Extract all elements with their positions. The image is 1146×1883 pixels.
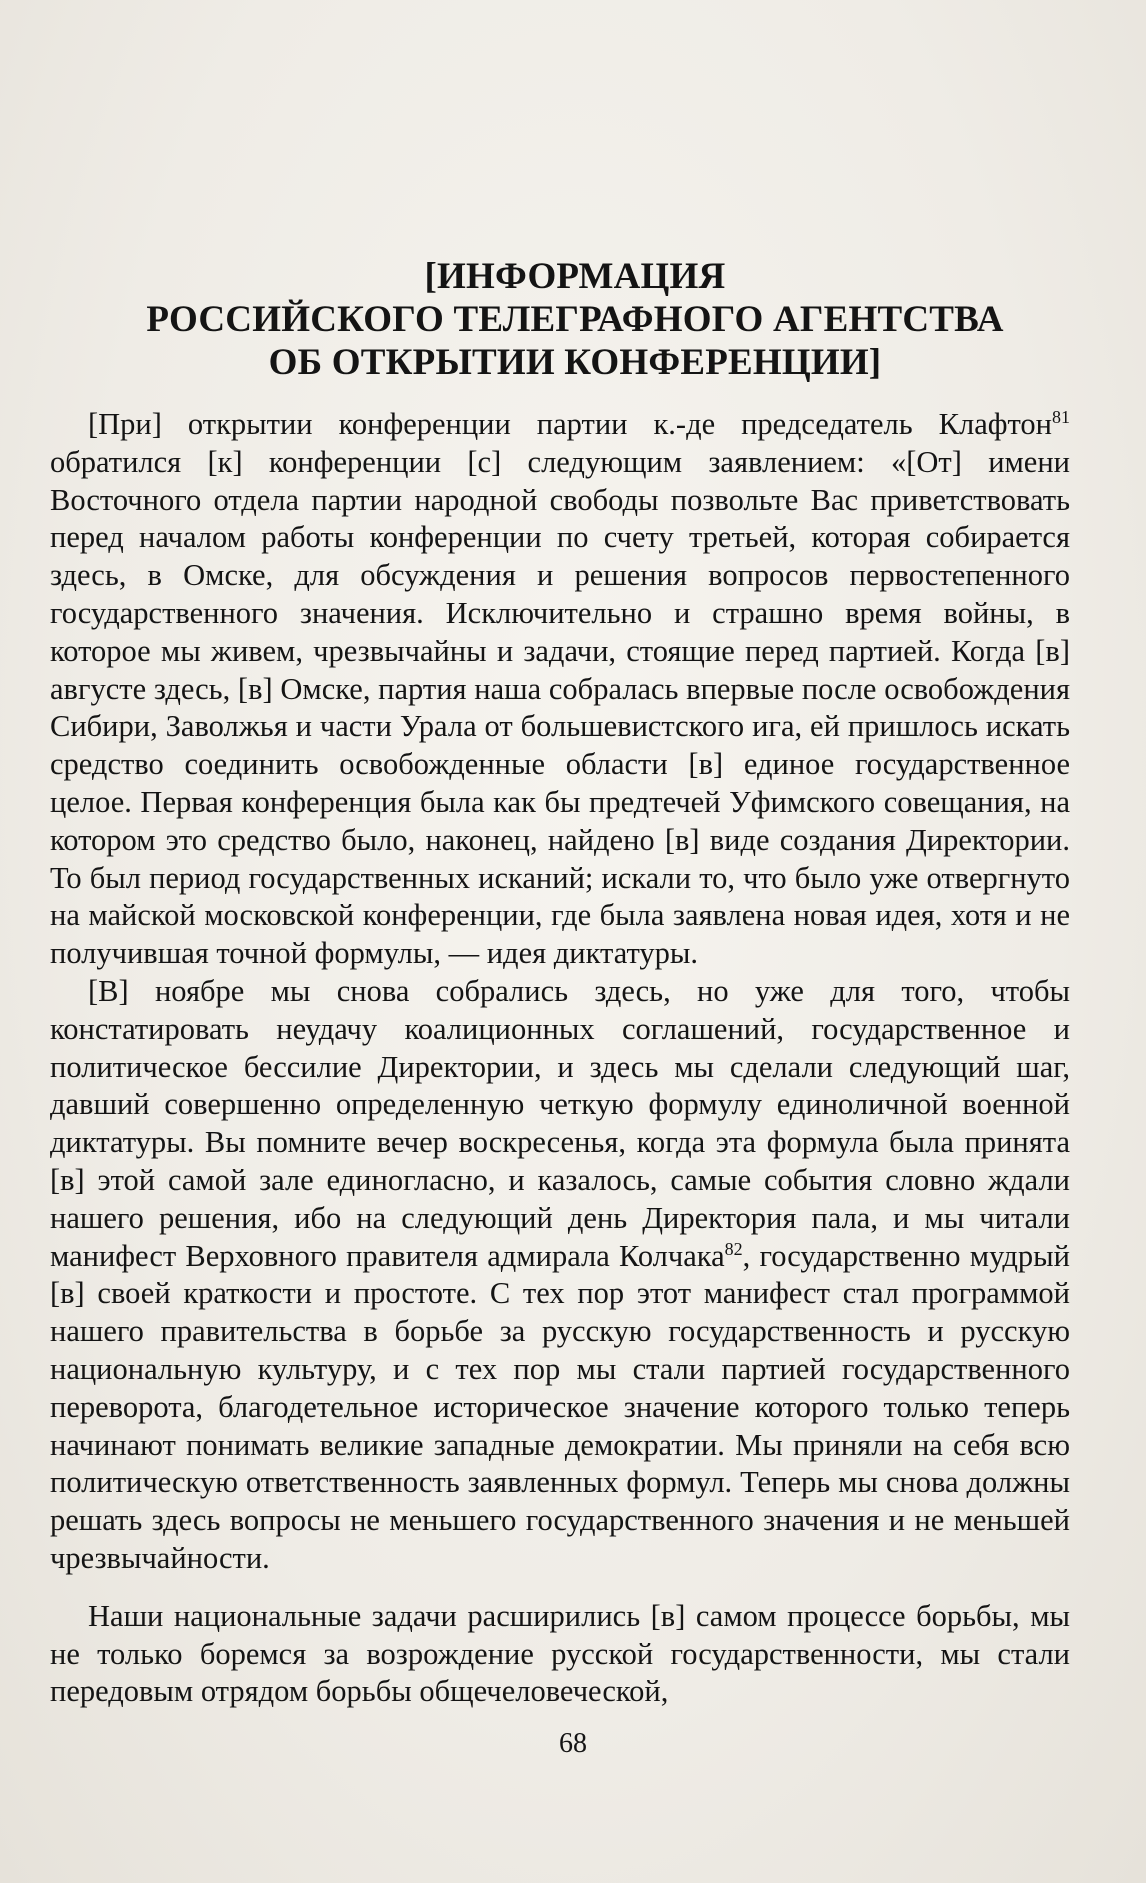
paragraph-2 <box>50 973 1070 1578</box>
paragraph-1-text-a: [При] открытии конференции партии к.-де председатель Клафтон <box>88 407 1052 441</box>
paragraph-1-text-b: обратился [к] конференции [с] следующим заявлением: «[От] имени Восточного отдела партии народной свободы позвольте Вас приветствовать перед началом работы конференции по счету третьей, которая собирается здесь, в Омске, для обсуждения и решения вопросов первостепенного государственного значения. Исключительно и страшно время войны, в которое мы живем, чрезвычайны и задачи, стоящие перед партией. Когда [в] августе здесь, [в] Омске, партия наша собралась впервые после освобождения Сибири, Заволжья и части Урала от большевистского ига, ей пришлось искать средство соединить освобожденные области [в] единое государственное целое. Первая конференция была как бы предтечей Уфимского совещания, на котором это средство было, наконец, найдено [в] виде создания Директории. То был период государственных исканий; искали то, что было уже отвергнуто на майской московской конференции, где была заявлена новая идея, хотя и не получившая точной формулы, — идея диктатуры. <box>50 444 1070 971</box>
page-number: 68 <box>559 1728 587 1759</box>
footnote-marker-82: 82 <box>724 1238 743 1259</box>
title-line-1: [ИНФОРМАЦИЯ <box>424 256 726 297</box>
paragraph-3: Наши национальные задачи расширились [в] самом процессе борьбы, мы не только боремся за возрождение русской государственности, мы стали передовым отрядом борьбы общечеловеческой, <box>50 1598 1070 1709</box>
document-body <box>50 406 1070 1711</box>
document-title <box>50 255 1070 384</box>
paragraph-2-text-a: [В] ноябре мы снова собрались здесь, но уже для того, чтобы констатировать неудачу коалиционных соглашений, государственное и политическое бессилие Директории, и здесь мы сделали следующий шаг, давший совершенно определенную четкую формулу единоличной военной диктатуры. Вы помните вечер воскресенья, когда эта формула была принята [в] этой самой зале единогласно, и казалось, самые события словно ждали нашего решения, ибо на следующий день Директория пала, и мы читали манифест Верховного правителя адмирала Колчака <box>50 973 1070 1273</box>
title-line-3: ОБ ОТКРЫТИИ КОНФЕРЕНЦИИ] <box>268 342 882 383</box>
paragraph-1 <box>50 406 1070 973</box>
title-line-2: РОССИЙСКОГО ТЕЛЕГРАФНОГО АГЕНТСТВА <box>146 299 1004 340</box>
paragraph-2-text-b: , государственно мудрый [в] своей краткости и простоте. С тех пор этот манифест стал программой нашего правительства в борьбе за русскую государственность и русскую национальную культуру, и с тех пор мы стали партией государственного переворота, благодетельное историческое значение которого только теперь начинают понимать великие западные демократии. Мы приняли на себя всю политическую ответственность заявленных формул. Теперь мы снова должны решать здесь вопросы не меньшего государственного значения и не меньшей чрезвычайности. <box>50 1238 1070 1575</box>
footnote-marker-81: 81 <box>1052 406 1070 427</box>
